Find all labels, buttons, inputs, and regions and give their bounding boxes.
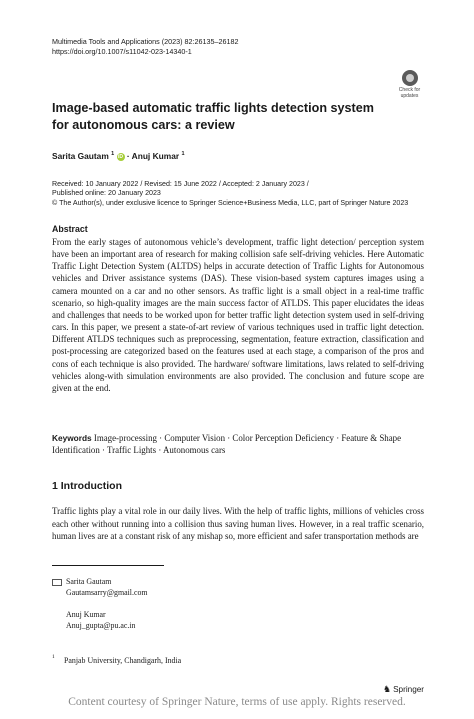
publication-history xyxy=(52,180,408,208)
badge-line1: Check for xyxy=(398,87,421,93)
affiliation-text: Panjab University, Chandigarh, India xyxy=(64,656,182,665)
section-heading: 1 Introduction xyxy=(52,480,122,492)
contact-email[interactable]: Gautamsarry@gmail.com xyxy=(66,587,148,597)
springer-horse-icon: ♞ xyxy=(383,684,392,694)
check-for-updates-badge[interactable] xyxy=(396,70,423,102)
affiliation-ref: 1 xyxy=(181,151,185,158)
contact-email[interactable]: Anuj_gupta@pu.ac.in xyxy=(66,620,136,630)
keywords-text: Image-processing · Computer Vision · Color Perception Deficiency · Feature & Shape Identification · Traffic Lights · Autonomous cars xyxy=(52,433,402,456)
contact-name: Anuj Kumar xyxy=(66,610,106,619)
publisher-name: Springer xyxy=(393,685,425,694)
badge-line2: updates xyxy=(400,93,419,99)
author-separator: · xyxy=(126,151,132,161)
keywords-label: Keywords xyxy=(52,433,92,443)
author-list xyxy=(52,151,185,161)
affiliation-ref: 1 xyxy=(111,151,115,158)
footnote-divider xyxy=(52,565,164,566)
keywords xyxy=(52,432,424,456)
doi-link[interactable]: https://doi.org/10.1007/s11042-023-14340-1 xyxy=(52,46,192,56)
copyright-line: © The Author(s), under exclusive licence to Springer Science+Business Media, LLC, part of Springer Nature 2023 xyxy=(52,198,409,207)
journal-line: Multimedia Tools and Applications (2023) 82:26135–26182 xyxy=(52,37,239,46)
paper-title: Image-based automatic traffic lights detection system for autonomous cars: a review xyxy=(52,101,374,132)
publisher-logo xyxy=(383,684,424,695)
dates-line: Published online: 20 January 2023 xyxy=(52,189,161,198)
orcid-icon[interactable]: iD xyxy=(118,154,124,160)
author-name[interactable]: Sarita Gautam xyxy=(52,151,109,161)
affiliation-number: 1 xyxy=(52,654,55,660)
abstract-heading: Abstract xyxy=(52,224,88,234)
footer-notice: Content courtesy of Springer Nature, terms of use apply. Rights reserved. xyxy=(68,696,406,708)
update-icon xyxy=(402,70,418,86)
section-body: Traffic lights play a vital role in our daily lives. With the help of traffic lights, millions of vehicles cross each other without running into a collision thus saving human lives. However, in a real traffic scenario, human lives are at a constant risk of any mishap so, more efficient and safer transportation methods are xyxy=(52,506,424,542)
abstract-text: From the early stages of autonomous vehicle’s development, traffic light detection/ perception system have been an important area of research for making collision safe self-driving vehicles. Here Automatic Traffic Light Detection System (ALTDS) helps in accurate detection of Traffic Lights for Autonomous vehicles and Driver assistance systems (DAS). These vision-based system captures images using a camera mounted on a car and no other sensors. As traffic light is a small object in a real-time traffic scenario, so high-quality images are the main success factor of ATLDS. This paper elucidates the ideas and challenges that needs to be worked upon for better traffic light detection system used in self-driving cars. In this paper, we present a state-of-art review of various techniques used in traffic light detection. Different ATLDS techniques such as preprocessing, segmentation, feature extraction, classification and post-processing are categorized based on the features used at each stage, a comparison of the pros and cons of each technique is also provided. The hardware/ software limitations, laws related to self-driving vehicles along-with simulation environments are also provided. The conclusion and future scope are given at the end. xyxy=(52,237,424,393)
contact-name: Sarita Gautam xyxy=(66,577,112,586)
dates-line: Received: 10 January 2022 / Revised: 15 June 2022 / Accepted: 2 January 2023 / xyxy=(52,180,309,188)
journal-citation xyxy=(52,37,238,56)
envelope-icon xyxy=(52,579,62,586)
author-name[interactable]: Anuj Kumar xyxy=(131,151,180,161)
